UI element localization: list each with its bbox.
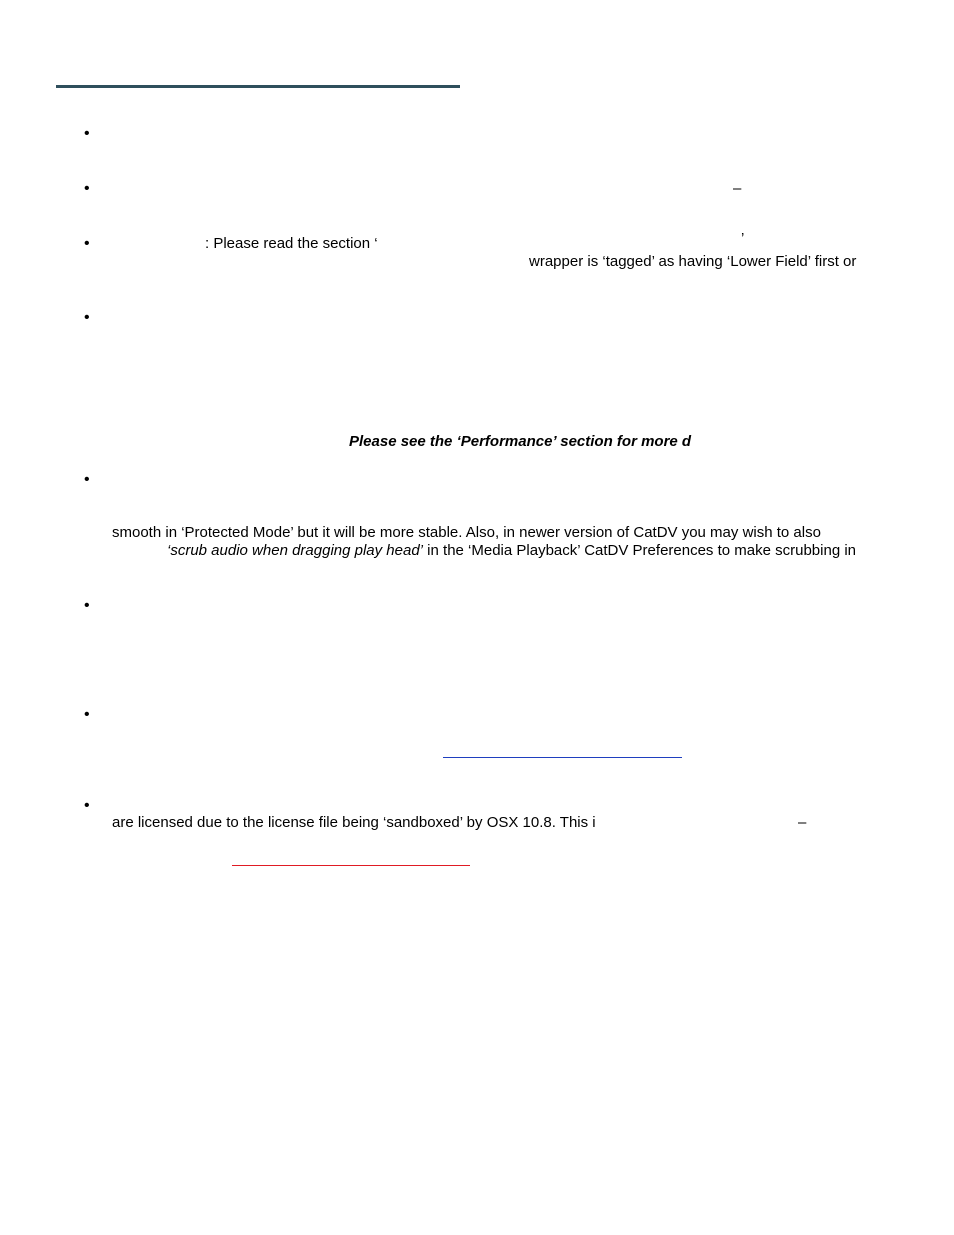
please-read-text: : Please read the section ‘ <box>205 235 378 252</box>
list-bullet: • <box>84 125 90 142</box>
list-bullet: • <box>84 706 90 723</box>
list-bullet: • <box>84 180 90 197</box>
list-bullet: • <box>84 309 90 326</box>
heading-rule <box>56 85 460 88</box>
closing-quote-text: ’ <box>741 230 745 247</box>
scrub-audio-line <box>167 542 856 560</box>
media-playback-text: in the ‘Media Playback’ CatDV Preferences to make scrubbing in <box>423 542 857 559</box>
performance-note: Please see the ‘Performance’ section for more d <box>349 433 692 450</box>
list-bullet: • <box>84 235 90 252</box>
dash-text: – <box>733 180 742 197</box>
dash-text-2: – <box>798 814 807 831</box>
wrapper-tagged-text: wrapper is ‘tagged’ as having ‘Lower Field’ first or <box>529 253 857 270</box>
list-bullet: • <box>84 471 90 488</box>
list-bullet: • <box>84 797 90 814</box>
list-bullet: • <box>84 597 90 614</box>
licensed-text: are licensed due to the license file being ‘sandboxed’ by OSX 10.8. This i <box>112 814 596 831</box>
protected-mode-text: smooth in ‘Protected Mode’ but it will be more stable. Also, in newer version of CatDV you may wish to also <box>112 524 821 541</box>
red-link-underline[interactable] <box>232 865 470 866</box>
blue-link-underline[interactable] <box>443 757 682 758</box>
scrub-audio-option: ‘scrub audio when dragging play head’ <box>167 542 424 559</box>
